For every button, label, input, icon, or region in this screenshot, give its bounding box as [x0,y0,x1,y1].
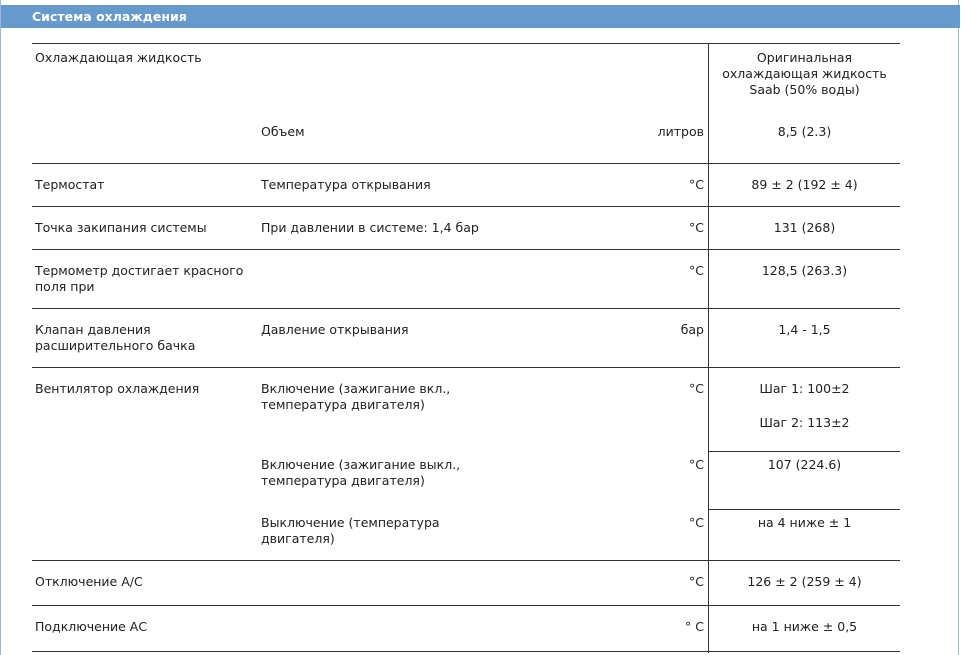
fan-on-ignition-off-value: 107 (224.6) [767,457,842,472]
pressure-valve-name: Клапан давления расширительного бачка [35,322,196,353]
boiling-point-name: Точка закипания системы [35,220,207,235]
pressure-valve-value: 1,4 - 1,5 [778,322,831,337]
ac-cutoff-value: 126 ± 2 (259 ± 4) [747,574,862,589]
ac-connect-name: Подключение АС [35,619,148,634]
ac-connect-unit: ° C [685,619,704,634]
fan-on-ignition-on-unit: °C [689,381,704,396]
table-row-coolant [32,43,900,163]
table-row-ac-cutoff [32,560,900,605]
thermometer-red-name: Термометр достигает красного поля при [35,263,244,294]
cooling-fan-name: Вентилятор охлаждения [35,381,200,396]
fan-step2-value: Шаг 2: 113±2 [759,415,850,430]
coolant-header: Оригинальная охлаждающая жидкость Saab (50% воды) [722,50,887,97]
fan-off-unit: °C [689,515,704,530]
value-subdivider [709,451,900,452]
ac-connect-value: на 1 ниже ± 0,5 [751,619,858,634]
thermostat-value: 89 ± 2 (192 ± 4) [751,177,858,192]
fan-on-ignition-on-param: Включение (зажигание вкл., температура двигателя) [261,381,451,412]
coolant-volume-param: Объем [261,124,305,139]
thermostat-name: Термостат [35,177,105,192]
column-divider [708,250,709,309]
table-row-boiling-point [32,206,900,249]
thermostat-unit: °C [689,177,704,192]
fan-on-ignition-off-unit: °C [689,457,704,472]
fan-off-param: Выключение (температура двигателя) [261,515,440,546]
table-row-pressure-valve [32,308,900,367]
table-row-ac-connect [32,605,900,652]
thermometer-red-value: 128,5 (263.3) [761,263,848,278]
boiling-point-value: 131 (268) [773,220,836,235]
table-row-thermostat [32,163,900,206]
value-subdivider [709,509,900,510]
spec-table [32,43,900,652]
coolant-volume-unit: литров [657,124,704,139]
fan-step1-value: Шаг 1: 100±2 [759,381,850,396]
section-title: Система охлаждения [1,5,960,28]
ac-cutoff-name: Отключение A/C [35,574,143,589]
boiling-point-param: При давлении в системе: 1,4 бар [261,220,479,235]
table-row-cooling-fan [32,367,900,560]
fan-on-ignition-off-param: Включение (зажигание выкл., температура двигателя) [261,457,461,488]
column-divider [708,309,709,368]
ac-cutoff-unit: °C [689,574,704,589]
pressure-valve-param: Давление открывания [261,322,409,337]
thermostat-param: Температура открывания [261,177,431,192]
pressure-valve-unit: бар [680,322,704,337]
coolant-name: Охлаждающая жидкость [35,50,202,65]
boiling-point-unit: °C [689,220,704,235]
table-row-thermometer-red [32,249,900,308]
coolant-volume-value: 8,5 (2.3) [777,124,832,139]
thermometer-red-unit: °C [689,263,704,278]
fan-off-value: на 4 ниже ± 1 [757,515,852,530]
